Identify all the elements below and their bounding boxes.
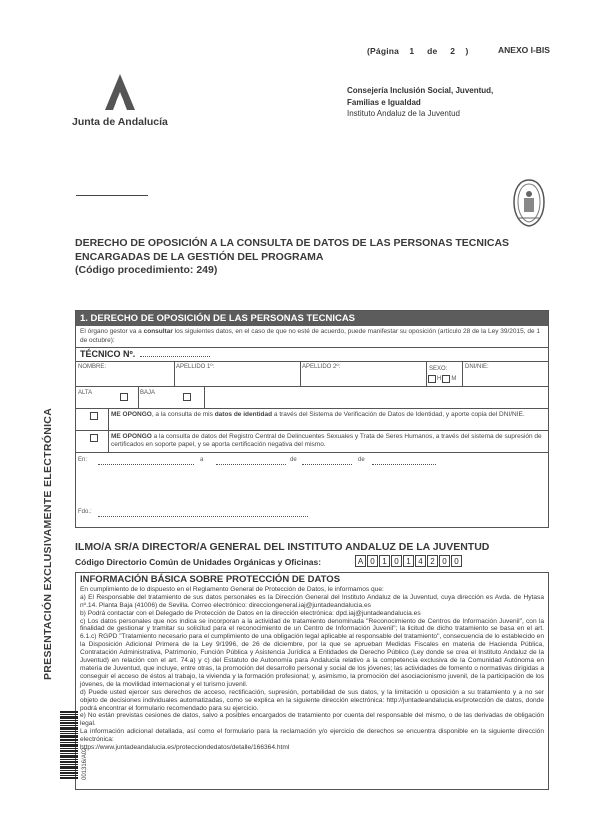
- sexo-m-checkbox[interactable]: [442, 375, 450, 383]
- day-field[interactable]: [216, 464, 286, 465]
- page-number: (Página 1 de 2 ): [367, 46, 469, 56]
- dir3-char: 0: [367, 555, 378, 567]
- dir3-char: 1: [379, 555, 390, 567]
- document-title: DERECHO DE OPOSICIÓN A LA CONSULTA DE DATOS DE LAS PERSONAS TECNICAS ENCARGADAS DE LA GESTIÓN DEL PROGRAMA (Código procedimiento: 249): [75, 237, 510, 276]
- divider: [76, 195, 148, 196]
- signer-field[interactable]: [98, 516, 308, 517]
- section-1-heading: 1. DERECHO DE OPOSICIÓN DE LAS PERSONAS TECNICAS: [76, 311, 548, 326]
- dir3-char: A: [355, 555, 366, 567]
- dir3-char: 2: [427, 555, 438, 567]
- anexo-label: ANEXO I-BIS: [498, 45, 550, 55]
- dir3-char: 0: [451, 555, 462, 567]
- presentation-notice: PRESENTACIÓN EXCLUSIVAMENTE ELECTRÓNICA: [42, 407, 54, 680]
- junta-a-icon: [100, 72, 140, 112]
- dir3-char: 0: [391, 555, 402, 567]
- consejeria-block: Consejería Inclusión Social, Juventud, Familias e Igualdad Instituto Andaluz de la Juventud: [347, 86, 494, 118]
- junta-logo: Junta de Andalucía: [72, 72, 182, 132]
- form-code: 001316/A02: [82, 747, 88, 780]
- privacy-heading: INFORMACIÓN BÁSICA SOBRE PROTECCIÓN DE DATOS: [80, 574, 341, 585]
- dir3-char: 0: [439, 555, 450, 567]
- oppose-identity-checkbox[interactable]: [90, 412, 98, 420]
- tecnico-number-field[interactable]: [140, 356, 210, 357]
- addressee-heading: ILMO/A SR/A DIRECTOR/A GENERAL DEL INSTITUTO ANDALUZ DE LA JUVENTUD: [75, 541, 490, 553]
- names-row: NOMBRE: APELLIDO 1º: APELLIDO 2º: SEXO: H M DNI/NIE:: [76, 361, 548, 386]
- section-1-intro: El órgano gestor va a consultar los siguientes datos, en el caso de que no esté de acuerdo, puede manifestar su oposición (artículo 28 de la Ley 39/2015, de 1 de octubre):: [80, 328, 541, 344]
- dir3-char: 4: [415, 555, 426, 567]
- signature-area: En: a de de Fdo.:: [76, 452, 548, 520]
- privacy-box: INFORMACIÓN BÁSICA SOBRE PROTECCIÓN DE DATOS En cumplimiento de lo dispuesto en el Reglamento General de Protección de Datos, le informamos que: a) El Responsable del tratamiento de sus datos personales es la Dirección General del Instituto Andaluz de la Juventud, cuya dirección es Avda. de Hytasa nº.14. Planta Baja (41006) de Sevilla. Correo electrónico: direcciongeneral.iaj@juntadeandalucia.es b) Podrá contactar con el Delegado de Protección de Datos en la dirección electrónica: dpd.iaj@juntadeandalucia.es c) Los datos personales que nos indica se incorporan a la actividad de tratamiento denominada "Reconocimiento de Centros de Información Juvenil", con la finalidad de gestionar y tramitar su solicitud para el reconocimiento de un Centro de Información Juvenil"; la licitud de dicho tratamiento se basa en el art. 6.1.c) RGPD "Tratamiento necesario para el cumplimiento de una obligación legal aplicable al responsable del tratamiento", consecuencia de lo establecido en la Disposición Adicional Primera de la Ley 9/1996, de 26 de diciembre, por la que se aprueban Medidas Fiscales en materia de Hacienda Pública, Contratación Administrativa, Patrimonio, Función Pública y Asistencia Jurídica a Entidades de Derecho Público (Ley donde se crea el Instituto Andaluz de la Juventud) en relación con el art. 74.a) y c) del Estatuto de Autonomía para Andalucía relativo a la competencia exclusiva de la Comunidad Autónoma en materia de Juventud, que incluye, entre otras, la promoción del desarrollo personal y social de los jóvenes; las actividades de fomento o normativas dirigidas a conseguir el acceso de éstos al trabajo, la vivienda y la formación profesional; y, asimismo, la promoción del asociacionismo juvenil, de la participación de los jóvenes, de la movilidad internacional y el turismo juvenil. d) Puede usted ejercer sus derechos de acceso, rectificación, supresión, portabilidad de sus datos, y la limitación u oposición a su tratamiento y a no ser objeto de decisiones individuales automatizadas, como se explica en la siguiente dirección electrónica: http://juntadeandalucia.es/protección de datos, donde podrá encontrar el formulario recomendado para su ejercicio. e) No están previstas cesiones de datos, salvo a posibles encargados de tratamiento por cuenta del responsable del mismo, o de las derivadas de obligación legal. La información adicional detallada, así como el formulario para la reclamación y/o ejercicio de derechos se encuentra disponible en la siguiente dirección electrónica: https://www.juntadeandalucia.es/protecciondedatos/detalle/166364.html: [75, 572, 549, 790]
- barcode-icon: [60, 711, 78, 779]
- section-1-frame: [75, 310, 549, 528]
- tecnico-row: TÉCNICO Nº.: [76, 347, 548, 361]
- dir3-char: 1: [403, 555, 414, 567]
- oppose-registry-checkbox[interactable]: [90, 434, 98, 442]
- month-field[interactable]: [302, 464, 352, 465]
- baja-checkbox[interactable]: [183, 393, 191, 401]
- dir3-label: Código Directorio Común de Unidades Orgánicas y Oficinas:: [75, 557, 322, 567]
- opposition-registry-row: ME OPONGO a la consulta de datos del Registro Central de Delincuentes Sexuales y Trata de Seres Humanos, a través del sistema de supresión de certificados en soporte papel, y se aporta certificación negativa del mismo.: [76, 430, 548, 452]
- place-field[interactable]: [98, 464, 194, 465]
- privacy-url-link[interactable]: https://www.juntadeandalucia.es/protecciondedatos/detalle/166364.html: [80, 744, 290, 752]
- alta-checkbox[interactable]: [120, 393, 128, 401]
- opposition-identity-row: ME OPONGO, a la consulta de mis datos de identidad a través del Sistema de Verificación de Datos de Identidad, y aporte copia del DNI/NIE.: [76, 408, 548, 430]
- alta-baja-row: ALTA BAJA: [76, 386, 548, 408]
- dir3-code: [355, 555, 463, 567]
- andalucia-emblem-icon: [511, 178, 547, 228]
- sexo-h-checkbox[interactable]: [428, 375, 436, 383]
- year-field[interactable]: [372, 464, 436, 465]
